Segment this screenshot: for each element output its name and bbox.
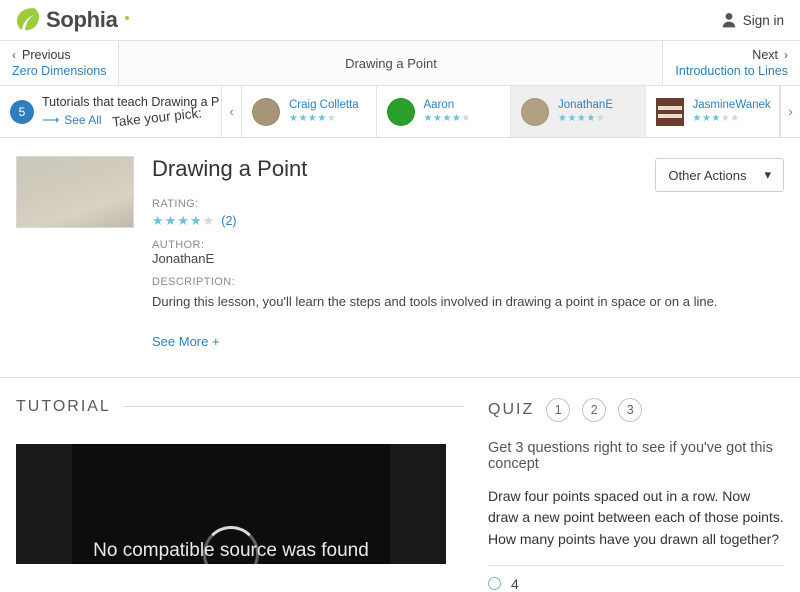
tutorial-card-4[interactable]	[646, 86, 781, 137]
previous-label: Previous	[22, 48, 71, 62]
radio-icon[interactable]	[488, 577, 501, 590]
tutorial-rating-stars: ★★★★★	[692, 113, 740, 124]
tutorial-card-1[interactable]	[242, 86, 377, 137]
next-kicker	[752, 48, 788, 62]
picker-scroll-left-button[interactable]	[222, 86, 242, 137]
tutorial-count-badge: 5	[10, 100, 34, 124]
rating-stars: ★★★★★	[152, 213, 216, 228]
other-actions-label: Other Actions	[668, 167, 747, 183]
tutorial-author-name[interactable]: Craig Colletta	[289, 99, 359, 111]
quiz-subtitle: Get 3 questions right to see if you've got this concept	[488, 439, 773, 472]
quiz-step-1[interactable]: 1	[546, 398, 570, 422]
next-label: Next	[752, 48, 778, 62]
handwritten-note: Take your pick:	[111, 105, 203, 130]
avatar	[387, 98, 415, 126]
rating-row	[152, 213, 784, 229]
description-text: During this lesson, you'll learn the steps and tools involved in drawing a point in space or on a line.	[152, 294, 718, 309]
user-icon	[722, 12, 736, 28]
chevron-right-icon: ›	[784, 48, 788, 62]
previous-lesson-button[interactable]	[0, 41, 119, 85]
brand[interactable]	[14, 6, 129, 34]
quiz-section-label: QUIZ	[488, 400, 535, 418]
tutorial-author-name[interactable]: JasmineWanek	[692, 99, 771, 111]
quiz-column	[464, 398, 784, 592]
tutorial-rating-stars: ★★★★★	[289, 113, 337, 124]
sign-in-button[interactable]	[722, 12, 784, 28]
video-stage	[72, 444, 390, 564]
previous-kicker	[12, 48, 106, 62]
tutorial-card-3[interactable]	[511, 86, 646, 137]
see-all-label: See All	[64, 113, 102, 128]
divider	[123, 406, 464, 407]
tutorial-card-2[interactable]	[377, 86, 512, 137]
description-label: DESCRIPTION:	[152, 276, 236, 288]
avatar	[656, 98, 684, 126]
leaf-logo-icon	[14, 6, 40, 34]
tutorial-column	[16, 398, 464, 592]
lesson-nav-bar	[0, 40, 800, 86]
lesson-detail	[0, 138, 800, 378]
tutorials-label: Tutorials that teach Drawing a P	[42, 94, 220, 109]
brand-dot	[125, 16, 129, 20]
next-lesson-title[interactable]: Introduction to Lines	[675, 64, 788, 78]
tutorials-summary	[0, 86, 222, 137]
quiz-step-2[interactable]: 2	[582, 398, 606, 422]
tutorial-section-header	[16, 398, 464, 416]
chevron-left-icon: ‹	[229, 104, 234, 119]
video-error-message: No compatible source was found	[93, 539, 369, 561]
author-value: JonathanE	[152, 251, 215, 266]
arrow-right-icon: ⟶	[42, 113, 60, 128]
rating-count[interactable]: (2)	[221, 214, 237, 228]
video-player[interactable]	[16, 444, 446, 564]
tutorial-rating-stars: ★★★★★	[423, 113, 471, 124]
quiz-step-3[interactable]: 3	[618, 398, 642, 422]
lower-panel	[0, 378, 800, 592]
quiz-answers	[488, 565, 784, 592]
sign-in-label: Sign in	[742, 12, 784, 28]
rating-label: RATING:	[152, 198, 199, 210]
quiz-answer-label: 4	[511, 575, 519, 592]
brand-name: Sophia	[46, 7, 118, 32]
quiz-section-header	[488, 398, 784, 422]
picker-scroll-right-button[interactable]	[780, 86, 800, 137]
previous-lesson-title[interactable]: Zero Dimensions	[12, 64, 107, 78]
tutorial-rating-stars: ★★★★★	[558, 113, 606, 124]
chevron-right-icon: ›	[788, 104, 793, 119]
tutorial-section-label: TUTORIAL	[16, 397, 111, 415]
chevron-down-icon: ▾	[764, 167, 771, 182]
tutorial-picker-row	[0, 86, 800, 138]
quiz-answer-option-1[interactable]	[488, 576, 784, 592]
author-label: AUTHOR:	[152, 239, 205, 251]
other-actions-button[interactable]	[655, 158, 784, 192]
avatar	[521, 98, 549, 126]
current-lesson-title: Drawing a Point	[345, 55, 437, 71]
avatar	[252, 98, 280, 126]
tutorial-author-name[interactable]: Aaron	[423, 99, 455, 111]
next-lesson-button[interactable]	[662, 41, 800, 85]
see-more-button[interactable]: See More +	[152, 333, 220, 349]
top-bar	[0, 0, 800, 40]
page-title: Drawing a Point	[152, 156, 308, 181]
chevron-left-icon: ‹	[12, 48, 16, 62]
quiz-question: Draw four points spaced out in a row. Now draw a new point between each of those points. How many points have you drawn all together?	[488, 487, 784, 547]
lesson-thumbnail	[16, 156, 134, 228]
tutorial-author-name[interactable]: JonathanE	[558, 99, 613, 111]
